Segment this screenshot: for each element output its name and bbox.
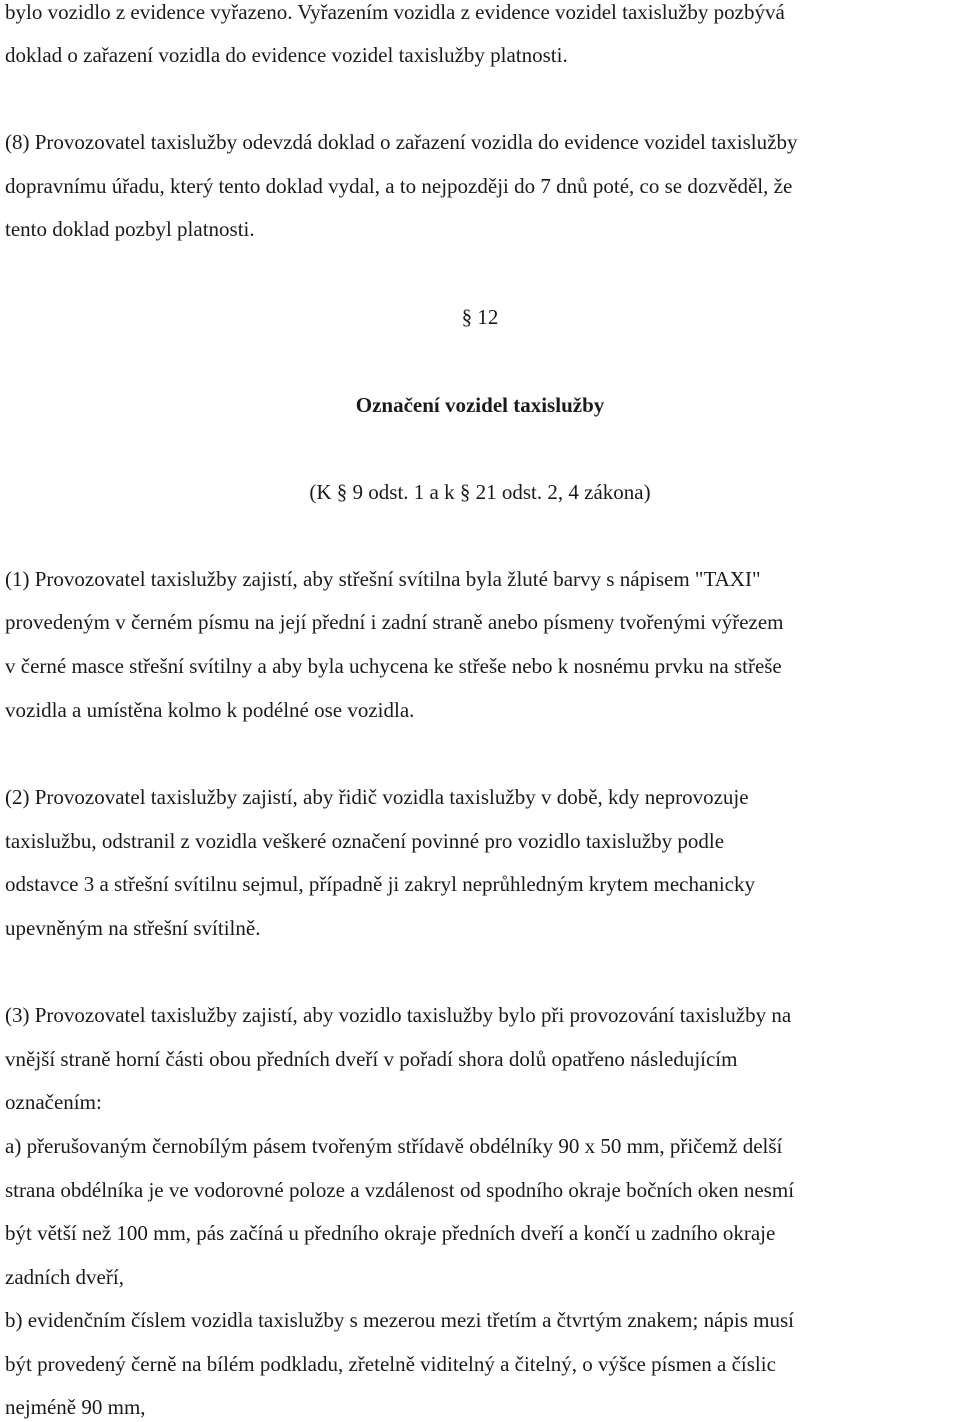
section-reference: (K § 9 odst. 1 a k § 21 odst. 2, 4 zákona) [309,480,651,504]
text-line: strana obdélníka je ve vodorovné poloze a vzdálenost od spodního okraje bočních oken nesmí [5,1178,795,1202]
text-line: (3) Provozovatel taxislužby zajistí, aby vozidlo taxislužby bylo při provozování taxislužby na [5,1003,792,1027]
text-line: vozidla a umístěna kolmo k podélné ose vozidla. [5,698,415,722]
text-line: být provedený černě na bílém podkladu, zřetelně viditelný a čitelný, o výšce písmen a číslic [5,1352,776,1376]
text-line: označením: [5,1090,102,1114]
text-line: odstavce 3 a střešní svítilnu sejmul, případně ji zakryl neprůhledným krytem mechanicky [5,872,755,896]
text-line: (8) Provozovatel taxislužby odevzdá doklad o zařazení vozidla do evidence vozidel taxislužby [5,130,798,154]
text-line: upevněným na střešní svítilně. [5,916,261,940]
text-line: provedeným v černém písmu na její přední i zadní straně anebo písmeny tvořenými výřezem [5,610,784,634]
text-line: vnější straně horní části obou předních dveří v pořadí shora dolů opatřeno následujícím [5,1047,738,1071]
text-line: taxislužbu, odstranil z vozidla veškeré označení povinné pro vozidlo taxislužby podle [5,829,725,853]
text-line: bylo vozidlo z evidence vyřazeno. Vyřazením vozidla z evidence vozidel taxislužby pozbývá [5,0,785,24]
text-line: doklad o zařazení vozidla do evidence vozidel taxislužby platnosti. [5,43,568,67]
text-line: tento doklad pozbyl platnosti. [5,217,255,241]
text-line: dopravnímu úřadu, který tento doklad vydal, a to nejpozději do 7 dnů poté, co se dozvěděl, že [5,174,793,198]
list-item-a: a) přerušovaným černobílým pásem tvořeným střídavě obdélníky 90 x 50 mm, přičemž delší [5,1134,783,1158]
text-line: zadních dveří, [5,1265,124,1289]
section-title: Označení vozidel taxislužby [355,393,605,417]
section-number: § 12 [461,305,499,329]
text-line: nejméně 90 mm, [5,1395,146,1419]
text-line: v černé masce střešní svítilny a aby byla uchycena ke střeše nebo k nosnému prvku na střeše [5,654,782,678]
text-line: být větší než 100 mm, pás začíná u předního okraje předních dveří a končí u zadního okraje [5,1221,776,1245]
list-item-b: b) evidenčním číslem vozidla taxislužby s mezerou mezi třetím a čtvrtým znakem; nápis musí [5,1308,795,1332]
text-line: (2) Provozovatel taxislužby zajistí, aby řidič vozidla taxislužby v době, kdy neprovozuje [5,785,749,809]
text-line: (1) Provozovatel taxislužby zajistí, aby střešní svítilna byla žluté barvy s nápisem "TAXI" [5,567,761,591]
